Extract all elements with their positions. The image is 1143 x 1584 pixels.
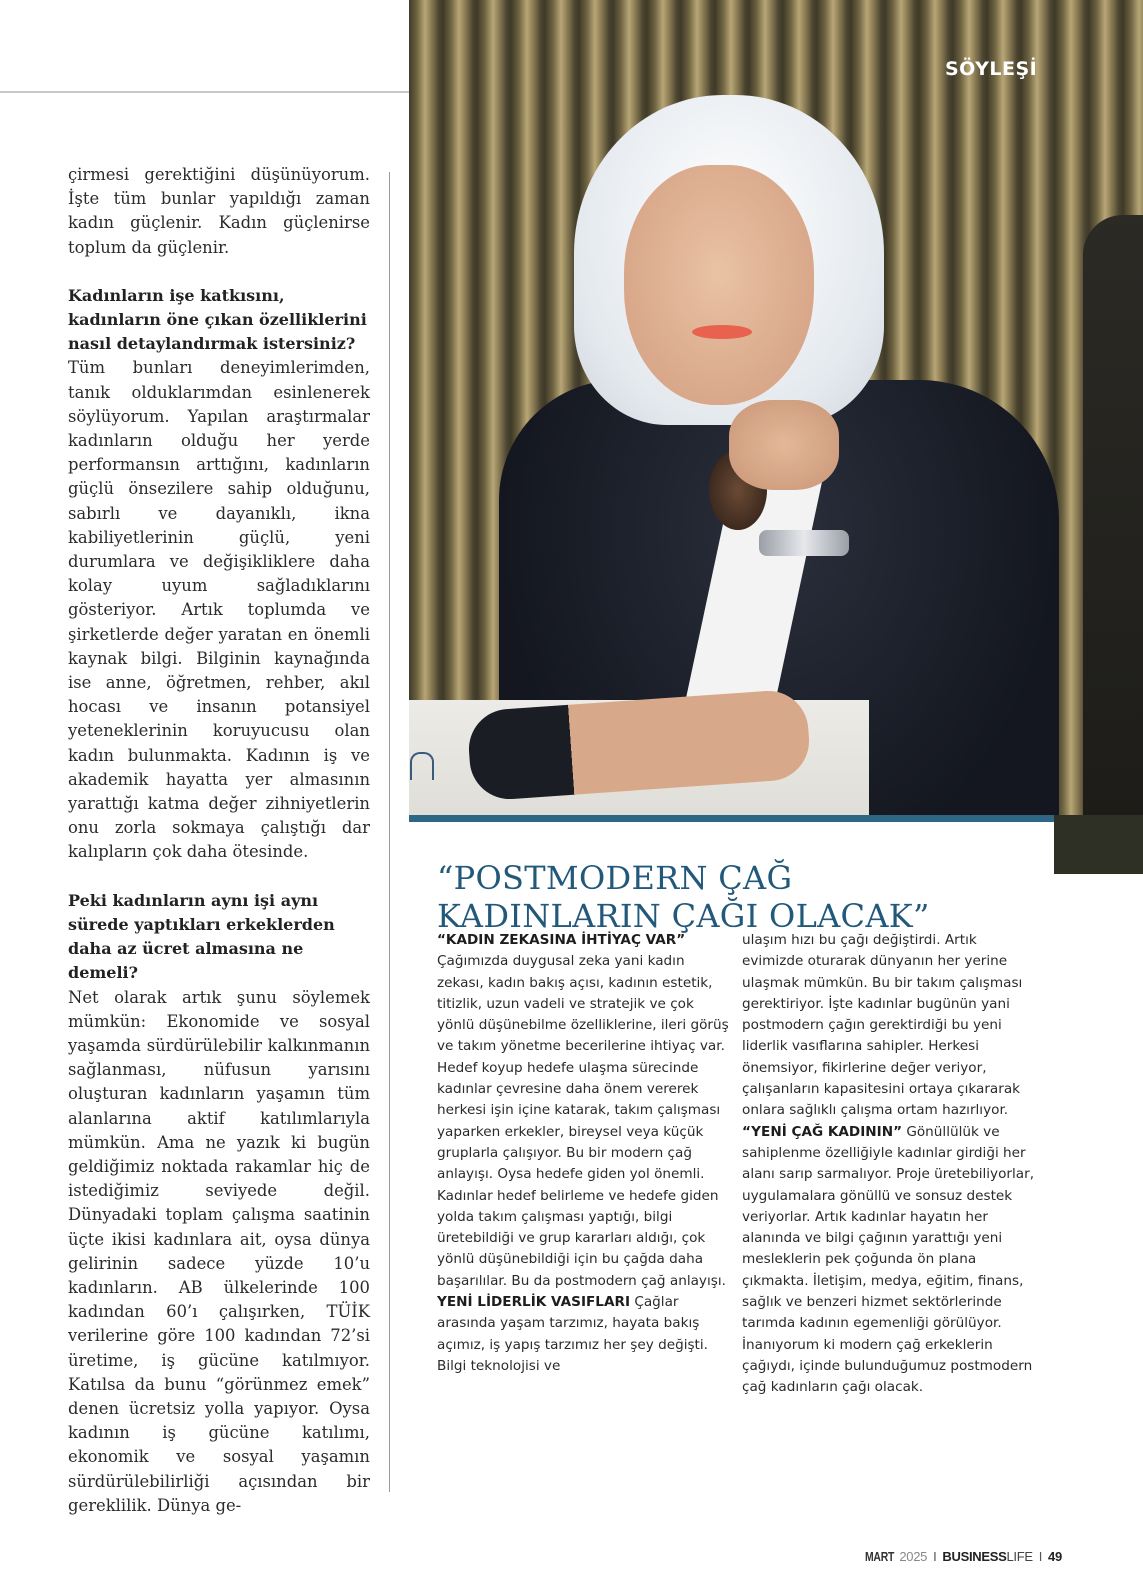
body-column-1 <box>437 930 732 1377</box>
paragraph: Tüm bunları deneyimlerimden, tanık olduklarımdan esinlenerek söylüyorum. Yapılan araştırmalar kadınların olduğu her yerde performansın arttığını, kadınların güçlü önsezilere sahip olduğunu, sabırlı ve dayanıklı, ikna kabiliyetlerinin güçlü, yeni durumlara ve değişikliklere daha kolay uyum sağladıklarını gösteriyor. Artık toplumda ve şirketlerde değer yaratan en önemli kaynak bilgi. Bilginin kaynağında ise anne, öğretmen, rehber, akıl hocası ve insanın potansiyel yeteneklerinin koruyucusu olan kadın bulunmakta. Kadının iş ve akademik hayatta yer almasının yarattığı katma değer zihniyetlerin onu zorla sokmaya çalıştığı dar kalıpların çok daha ötesinde. <box>68 358 370 862</box>
subheading: “YENİ ÇAĞ KADININ” <box>742 1123 903 1140</box>
logo-arch-icon <box>410 752 434 780</box>
background-dark <box>1043 815 1143 874</box>
watch <box>759 530 849 556</box>
article-headline: “POSTMODERN ÇAĞ KADINLARIN ÇAĞI OLACAK” <box>437 859 930 936</box>
brand-bold: BUSINESS <box>942 1549 1007 1564</box>
chair <box>1083 215 1143 874</box>
interview-question: Peki kadınların aynı işi aynı sürede yaptıkları erkeklerden daha az ücret almasına ne demeli? <box>68 890 335 983</box>
paragraph: Gönüllülük ve sahiplenme özelliğiyle kadınlar girdiği her alanı sarıp sarmalıyor. Proje üretebiliyorlar, uygulamalara gönüllü ve sonsuz destek veriyorlar. Artık kadınlar hayatın her alanında ve bilgi çağının yarattığı yeni mesleklerin pek çoğunda ön plana çıkmakta. İletişim, medya, eğitim, finans, sağlık ve benzeri hizmet sektörlerinde tarımda kadının egemenliği görülüyor. İnanıyorum ki modern çağ erkeklerin çağıydı, içinde bulunduğumuz postmodern çağ kadınların çağı olacak. <box>742 1123 1035 1396</box>
page-number: 49 <box>1048 1549 1062 1564</box>
paragraph: çirmesi gerektiğini düşünüyorum. İşte tüm bunlar yapıldığı zaman kadın güçlenir. Kadın güçlenirse toplum da güçlenir. <box>68 165 370 257</box>
subheading: YENİ LİDERLİK VASIFLARI <box>437 1294 631 1311</box>
portrait-photo <box>409 0 1143 874</box>
magazine-brand <box>942 1549 1032 1564</box>
accent-bar <box>409 815 1054 822</box>
paragraph: Çağımızda duygusal zeka yani kadın zekası, kadın bakış açısı, kadının estetik, titizlik, uzun vadeli ve stratejik ve çok yönlü düşünebilme özelliklerine, ileri görüş ve takım yönetme becerilerine ihtiyaç var. Hedef koyup hedefe ulaşma sürecinde kadınlar çevresine daha önem vererek herkesi işin içine katarak, takım çalışması yaparken erkekler, bireysel veya küçük gruplarla çalışıyor. Bu bir modern çağ anlayışı. Oysa hedefe giden yol önemli. Kadınlar hedef belirleme ve hedefe giden yolda takım çalışması yaptığı, bilgi üretebildiği ve grup kararları aldığı, çok yönlü düşünebildiği için bu çağda daha başarılılar. Bu da postmodern çağ anlayışı. <box>437 953 729 1289</box>
face <box>624 165 814 405</box>
lips <box>692 325 752 339</box>
issue-year: 2025 <box>899 1549 928 1564</box>
subheading: “KADIN ZEKASINA İHTİYAÇ VAR” <box>437 932 686 948</box>
left-article-column <box>68 163 370 1518</box>
column-divider <box>389 172 390 1492</box>
body-column-2 <box>742 930 1037 1399</box>
top-rule <box>0 91 409 93</box>
interview-question: Kadınların işe katkısını, kadınların öne çıkan özelliklerini nasıl detaylandırmak istersiniz? <box>68 285 367 354</box>
separator: I <box>933 1549 937 1564</box>
paragraph: ulaşım hızı bu çağı değiştirdi. Artık evimizde oturarak dünyanın her yerine ulaşmak mümkün. Bu bir takım çalışması gerektiriyor. İşte kadınlar bugünün yani postmodern çağın gerektirdiği bu yeni liderlik vasıflarına sahipler. Herkesi önemsiyor, fikirlerine değer veriyor, çalışanların kapasitesini ortaya çıkararak onlara sağlıklı çalışma ortam hazırlıyor. <box>742 932 1023 1119</box>
section-label: SÖYLEŞİ <box>945 58 1038 80</box>
paragraph: Net olarak artık şunu söylemek mümkün: Ekonomide ve sosyal yaşamda sürdürülebilir kalkınmanın sağlanması, nüfusun yarısını oluşturan kadınların yaşamın tüm alanlarına aktif katılımlarıyla mümkün. Ama ne yazık ki bugün geldiğimiz noktada rakamlar hiç de istediğimiz seviyede değil. Dünyadaki toplam çalışma saatinin üçte ikisi kadınlara ait, oysa dünya gelirinin sadece yüzde 10’u kadınların. AB ülkelerinde 100 kadından 60’ı çalışırken, TÜİK verilerine göre 100 kadından 72’si üretime, iş gücüne katılmıyor. Katılsa da bunu “görünmez emek” denen ücretsiz yolla yapıyor. Oysa kadının iş gücüne katılımı, ekonomik ve sosyal yaşamın sürdürülebilirliği açısından bir gereklilik. Dünya ge- <box>68 987 370 1515</box>
page-footer <box>865 1549 1062 1564</box>
hand <box>729 400 839 490</box>
paragraph: Çağlar arasında yaşam tarzımız, hayata bakış açımız, iş yapış tarzımız her şey değişti. Bilgi teknolojisi ve <box>437 1294 708 1374</box>
brand-light: LIFE <box>1006 1549 1033 1564</box>
separator: I <box>1038 1549 1043 1564</box>
issue-month: MART <box>865 1549 895 1564</box>
